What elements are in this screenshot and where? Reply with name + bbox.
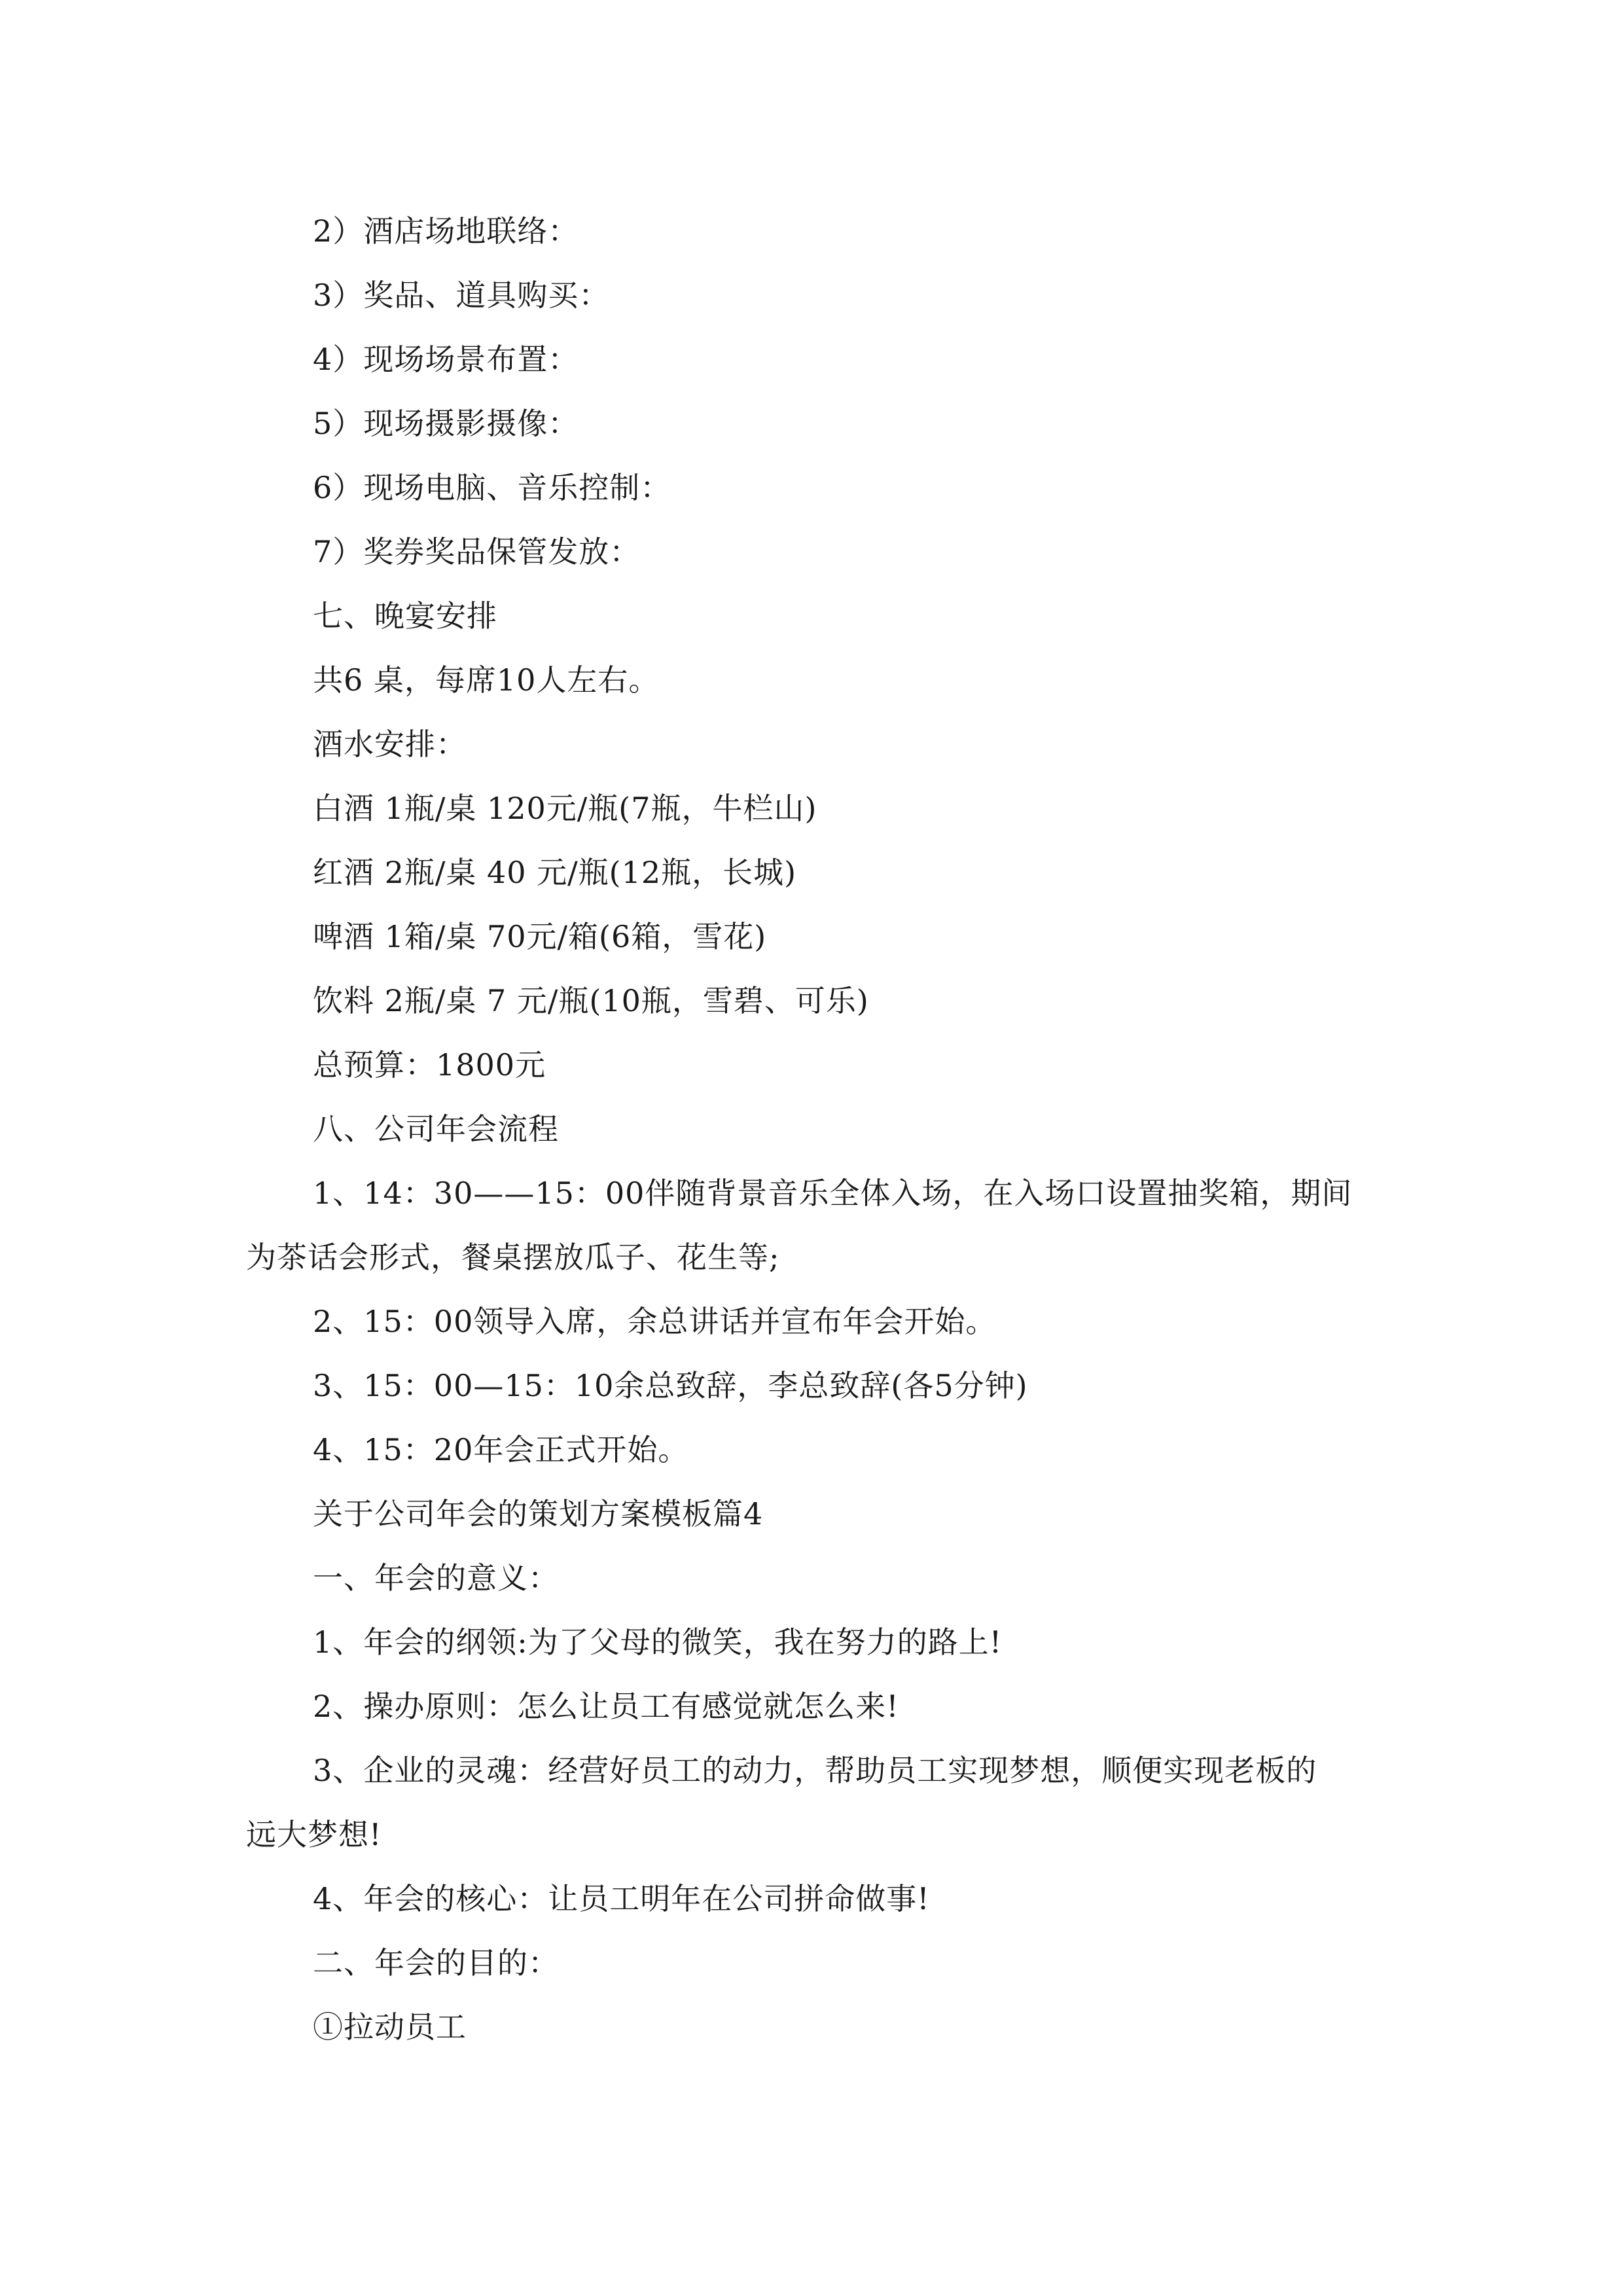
text-line: 红酒 2瓶/桌 40 元/瓶(12瓶，长城) — [313, 855, 797, 890]
text-line: 2）酒店场地联络： — [313, 213, 579, 249]
text-line: 远大梦想! — [246, 1817, 382, 1852]
text-line: 6）现场电脑、音乐控制： — [313, 470, 671, 505]
text-line: 为茶话会形式，餐桌摆放瓜子、花生等; — [246, 1240, 780, 1275]
text-line: 1、14：30——15：00伴随背景音乐全体入场，在入场口设置抽奖箱，期间 — [313, 1175, 1353, 1211]
text-line: 共6 桌，每席10人左右。 — [313, 662, 660, 698]
section-heading: 七、晚宴安排 — [313, 598, 497, 634]
text-line: 3、企业的灵魂：经营好员工的动力，帮助员工实现梦想，顺便实现老板的 — [313, 1753, 1317, 1788]
text-line: 3）奖品、道具购买： — [313, 278, 610, 313]
text-line: 总预算：1800元 — [313, 1047, 546, 1083]
text-line: 酒水安排： — [313, 726, 467, 762]
article-title: 关于公司年会的策划方案模板篇4 — [313, 1496, 764, 1532]
text-line: 饮料 2瓶/桌 7 元/瓶(10瓶，雪碧、可乐) — [313, 983, 869, 1018]
section-heading: 八、公司年会流程 — [313, 1111, 559, 1147]
text-line: 5）现场摄影摄像： — [313, 406, 579, 441]
section-heading: 一、年会的意义： — [313, 1560, 559, 1596]
text-line: 啤酒 1箱/桌 70元/箱(6箱，雪花) — [313, 919, 767, 954]
text-line: 2、15：00领导入席，余总讲话并宣布年会开始。 — [313, 1304, 997, 1339]
text-line: 3、15：00—15：10余总致辞，李总致辞(各5分钟) — [313, 1368, 1028, 1403]
text-line: 7）奖券奖品保管发放： — [313, 534, 641, 569]
text-line: ①拉动员工 — [313, 2009, 467, 2045]
text-line: 4、15：20年会正式开始。 — [313, 1432, 689, 1467]
text-line: 2、操办原则：怎么让员工有感觉就怎么来! — [313, 1689, 899, 1724]
text-line: 4）现场场景布置： — [313, 342, 579, 377]
section-heading: 二、年会的目的： — [313, 1945, 559, 1981]
text-line: 4、年会的核心：让员工明年在公司拼命做事! — [313, 1881, 930, 1916]
text-line: 白酒 1瓶/桌 120元/瓶(7瓶，牛栏山) — [313, 791, 817, 826]
text-line: 1、年会的纲领:为了父母的微笑，我在努力的路上! — [313, 1624, 1003, 1660]
